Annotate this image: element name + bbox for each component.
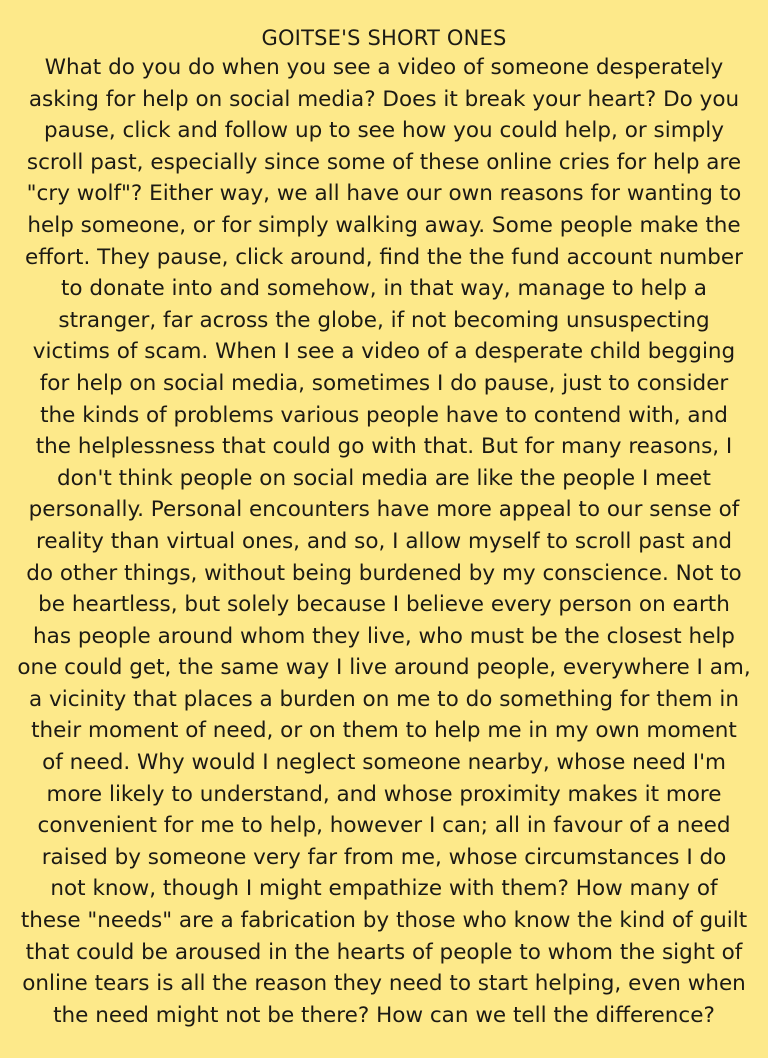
text-line: What do you do when you see a video of someone desperately xyxy=(44,55,724,80)
text-line: reality than virtual ones, and so, I allow myself to scroll past and xyxy=(36,528,732,554)
document-title: GOITSE'S SHORT ONES xyxy=(261,26,507,50)
text-line: help someone, or for simply walking away. Some people make the xyxy=(27,212,741,238)
body-paragraph xyxy=(0,52,768,1031)
text-line: that could be aroused in the hearts of people to whom the sight of xyxy=(25,939,743,965)
text-line: of need. Why would I neglect someone nearby, whose need I'm xyxy=(42,750,726,776)
text-line: victims of scam. When I see a video of a desperate child begging xyxy=(32,339,736,365)
text-line: one could get, the same way I live around people, everywhere I am, xyxy=(17,655,751,681)
text-line: asking for help on social media? Does it break your heart? Do you xyxy=(28,86,740,112)
text-line: be heartless, but solely because I believe every person on earth xyxy=(38,592,730,618)
text-line: these "needs" are a fabrication by those who know the kind of guilt xyxy=(20,908,748,934)
text-line: do other things, without being burdened by my conscience. Not to xyxy=(26,560,742,586)
text-line: stranger, far across the globe, if not becoming unsuspecting xyxy=(58,307,710,333)
text-line: pause, click and follow up to see how you could help, or simply xyxy=(44,118,724,144)
text-line: online tears is all the reason they need to start helping, even when xyxy=(22,971,746,997)
text-line: convenient for me to help, however I can; all in favour of a need xyxy=(37,813,731,839)
text-line: more likely to understand, and whose proximity makes it more xyxy=(46,781,722,807)
text-line: not know, though I might empathize with them? How many of xyxy=(50,876,718,902)
text-line: don't think people on social media are like the people I meet xyxy=(57,465,711,491)
text-line: the kinds of problems various people have to contend with, and xyxy=(40,402,728,428)
text-line: for help on social media, sometimes I do pause, just to consider xyxy=(39,370,729,396)
text-line: the need might not be there? How can we tell the difference? xyxy=(53,1002,715,1028)
text-line: a vicinity that places a burden on me to do something for them in xyxy=(29,686,739,712)
text-line: personally. Personal encounters have more appeal to our sense of xyxy=(28,497,740,523)
text-line: to donate into and somehow, in that way, manage to help a xyxy=(61,276,707,302)
text-line: scroll past, especially since some of these online cries for help are xyxy=(26,149,742,175)
text-line: has people around whom they live, who must be the closest help xyxy=(33,623,735,649)
text-line: the helplessness that could go with that. But for many reasons, I xyxy=(35,434,733,460)
text-line: raised by someone very far from me, whose circumstances I do xyxy=(41,844,727,870)
text-line: effort. They pause, click around, find the the fund account number xyxy=(25,244,743,270)
text-line: their moment of need, or on them to help me in my own moment xyxy=(31,718,737,744)
text-line: "cry wolf"? Either way, we all have our own reasons for wanting to xyxy=(26,181,742,207)
